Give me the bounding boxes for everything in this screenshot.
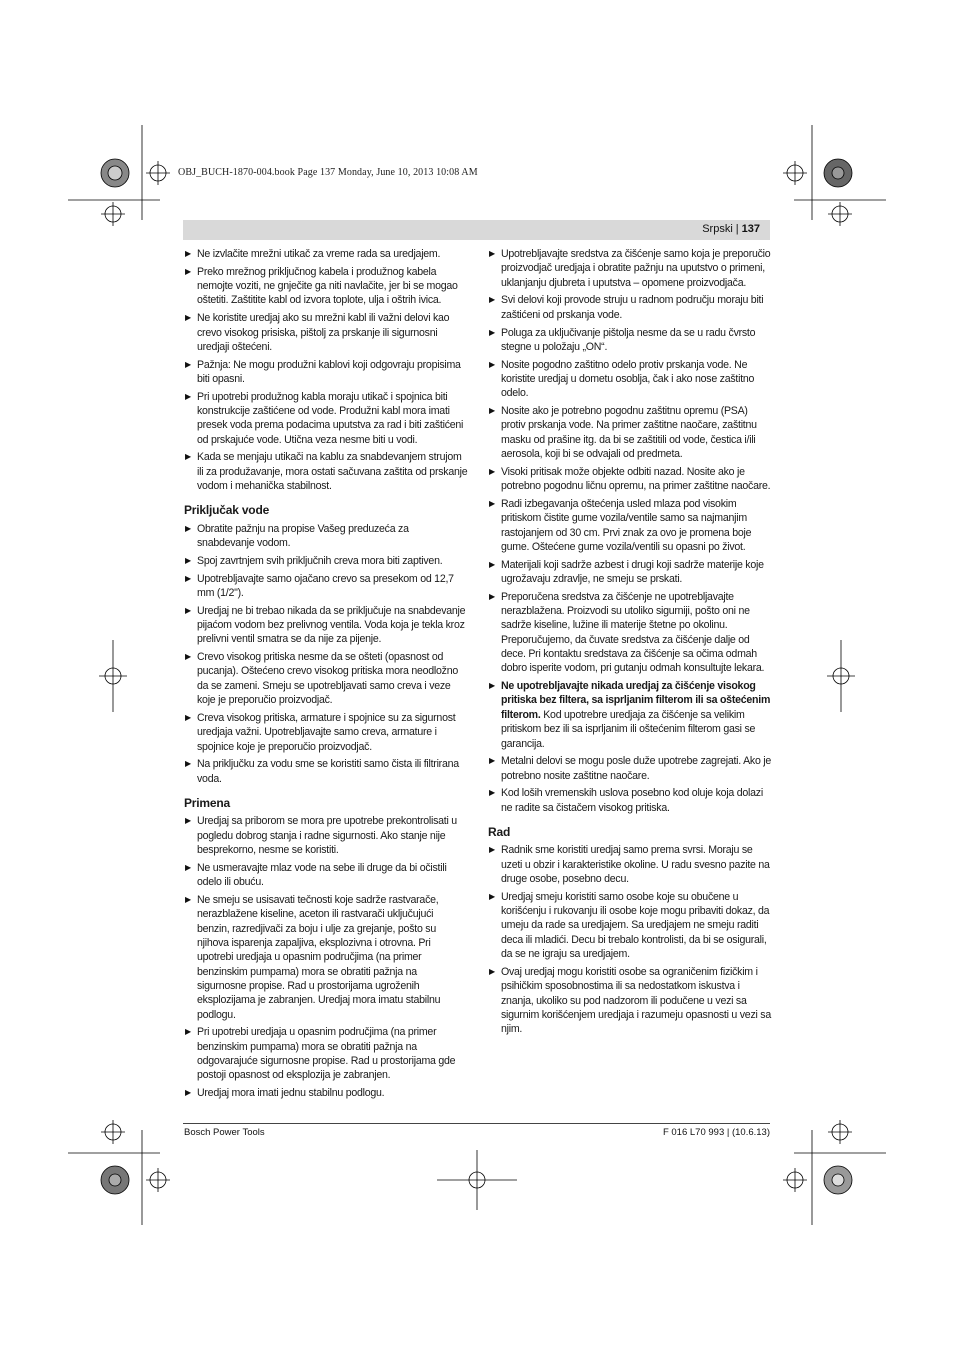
list-item: ▶ Obratite pažnju na propise Vašeg preduzeća za snabdevanje vodom. [185, 522, 409, 550]
list-item: ▶ Nosite ako je potrebno pogodnu zaštitnu opremu (PSA) protiv prskanja vode. Na primer zaštitne naočare, zaštitnu masku od prašine itg. da bi se zaštitili od vode, čestica i/ili aerosola, koji bi se odvajali od predmeta. [489, 405, 757, 461]
bullet-triangle-icon: ▶ [489, 591, 495, 601]
bullet-triangle-icon: ▶ [185, 1027, 191, 1037]
list-item: ▶ Ovaj uredjaj mogu koristiti osobe sa ograničenim fizičkim i psihičkim sposobnostima ili sa nedostatkom iskustva i znanja, ukoliko su pod nadzorom ili podučene u vezi sa sigurnim korišćenjem uredjaja i razumeju opasnosti u vezi sa njim. [489, 965, 771, 1036]
print-info: OBJ_BUCH-1870-004.book Page 137 Monday, June 10, 2013 10:08 AM [178, 167, 478, 178]
bullet-triangle-icon: ▶ [185, 652, 191, 662]
list-item: ▶ Visoki pritisak može objekte odbiti nazad. Nosite ako je potrebno pogodnu ličnu opremu, na primer zaštitne naočare. [489, 465, 771, 493]
footer-doc-code: F 016 L70 993 | (10.6.13) [662, 1127, 770, 1138]
list-item: ▶ Pri upotrebi produžnog kabla moraju utikač i spojnica biti konstrukcije zaštićene od vode. Produžni kabl mora imati presek voda prema podacima uputstva za rad i biti zaštićeni od prskajuće vode. Utična veza nesme biti u vodi. [185, 390, 464, 446]
list-item: ▶ Ne usmeravajte mlaz vode na sebe ili druge da bi očistili odelo ili obuću. [185, 861, 447, 889]
header-text: Srpski | 137 [702, 223, 760, 235]
list-item: ▶ Radi izbegavanja oštećenja usled mlaza pod visokim pritiskom čistite gume vozila/ventile samo sa najmanjim rastojanjem od 30 cm. Prvi znak za ovo je promena boje gume. Oštećene gume vozila/ventili su opasni po život. [489, 497, 752, 553]
section-heading-work: Rad [488, 825, 511, 840]
list-item: ▶ Preko mrežnog priključnog kabela i produžnog kabela nemojte voziti, ne gnječite ga niti navlačite, jer bi se mogao oštetiti. Zaštitite kabl od izvora toplote, ulja i oštrih ivica. [185, 265, 458, 307]
list-item: ▶ Kod loših vremenskih uslova posebno kod oluje koja dolazi ne radite sa čistačem visokog pritiska. [489, 787, 763, 814]
page-number: 137 [741, 223, 760, 235]
header-language: Srpski [702, 223, 733, 235]
bullet-triangle-icon: ▶ [185, 523, 191, 533]
list-item: ▶ Upotrebljavajte sredstva za čišćenje samo koja je preporučio proizvodjač uredjaja i obratite pažnju na uputstvo o primeni, uklanjanju djubreta i uputstva – opomene proizvodjača. [489, 248, 771, 289]
list-item: ▶ Kada se menjaju utikači na kablu za snabdevanjem strujom ili za produžavanje, mora ostati sačuvana zaštita od prskanje vodom i mehanička stabilnost. [185, 451, 468, 493]
bullet-triangle-icon: ▶ [185, 573, 191, 583]
bullet-triangle-icon: ▶ [185, 266, 191, 276]
list-item: ▶ Crevo visokog pritiska nesme da se ošteti (opasnost od pucanja). Oštećeno crevo visokog pritiska mora neodložno da se zameni. Smeju se upotrebljavati samo creva i veze koje je preporučio proizvodjač. [185, 651, 458, 707]
list-item: ▶ Spoj zavrtnjem svih priključnih creva mora biti zaptiven. [185, 554, 443, 567]
bullet-triangle-icon: ▶ [185, 359, 191, 369]
section-heading-use: Primena [184, 795, 230, 810]
bullet-triangle-icon: ▶ [489, 845, 495, 855]
bullet-triangle-icon: ▶ [489, 788, 495, 798]
bullet-triangle-icon: ▶ [185, 555, 191, 565]
bullet-triangle-icon: ▶ [185, 862, 191, 872]
list-item: ▶ Uredjaj mora imati jednu stabilnu podlogu. [185, 1087, 385, 1100]
bullet-triangle-icon: ▶ [185, 759, 191, 769]
list-item: ▶ Uredjaj smeju koristiti samo osobe koje su obučene u korišćenju i rukovanju ili osobe koje mogu pribaviti dokaz, da umeju da rade sa uredjajem. Sa uredjajem ne smeju raditi deca ili mladići. Decu bi trebalo kontrolisti, da bi se osigurali, da se ne igraju sa uredjajem. [489, 890, 770, 961]
bullet-triangle-icon: ▶ [185, 313, 191, 323]
bullet-triangle-icon: ▶ [185, 712, 191, 722]
bullet-triangle-icon: ▶ [489, 406, 495, 415]
bullet-triangle-icon: ▶ [185, 1088, 191, 1098]
list-item: ▶ Uredjaj ne bi trebao nikada da se priključuje na snabdevanje pijaćom vodom bez prelivnog ventila. Voda koja je tekla kroz prelivni ventil smatra se da nije za pijenje. [185, 604, 466, 646]
right-column [488, 247, 772, 1040]
bullet-triangle-icon: ▶ [185, 452, 191, 462]
footer-divider [183, 1123, 770, 1124]
list-item: ▶ Upotrebljavajte samo ojačano crevo sa presekom od 12,7 mm (1/2"). [185, 572, 454, 599]
list-item: ▶ Metalni delovi se mogu posle duže upotrebe zagrejati. Ako je potrebno nosite zaštitne naočare. [489, 755, 772, 782]
footer-publisher: Bosch Power Tools [184, 1127, 265, 1138]
bullet-triangle-icon: ▶ [489, 466, 495, 476]
bullet-triangle-icon: ▶ [489, 681, 495, 691]
list-item: ▶ Radnik sme koristiti uredjaj samo prema svrsi. Moraju se uzeti u obzir i karakteristike okoline. U radu svesno pazite na druge osobe, posebno decu. [489, 844, 770, 886]
bullet-triangle-icon: ▶ [489, 327, 495, 337]
left-column [184, 247, 468, 1104]
bullet-triangle-icon: ▶ [489, 498, 495, 508]
list-item: ▶ Materijali koji sadrže azbest i drugi koji sadrže materije koje ugrožavaju zdravlje, ne smeju se prskati. [489, 558, 764, 585]
list-item: ▶ Pri upotrebi uredjaja u opasnim područjima (na primer benzinskim pumpama) mora se obratiti pažnja na odgovarajuće sigurnosne propise. Rad u prostorijama gde postoji opasnost od eksplozija je zabranjen. [185, 1026, 456, 1082]
bullet-triangle-icon: ▶ [489, 891, 495, 901]
bullet-triangle-icon: ▶ [185, 249, 191, 258]
bullet-triangle-icon: ▶ [185, 816, 191, 826]
list-item: ▶ Creva visokog pritiska, armature i spojnice su za sigurnost uredjaja važni. Upotrebljavajte samo creva, armature i spojnice koje je preporučio proizvodjač. [185, 711, 456, 753]
bullet-triangle-icon: ▶ [489, 966, 495, 976]
list-item: ▶ Poluga za uključivanje pištolja nesme da se u radu čvrsto stegne u položaju „ON“. [489, 326, 756, 353]
list-item: ▶ Na priključku za vodu sme se koristiti samo čista ili filtrirana voda. [185, 758, 459, 785]
bullet-triangle-icon: ▶ [489, 249, 495, 258]
bullet-triangle-icon: ▶ [489, 756, 495, 766]
list-item-filter-warning [488, 679, 772, 751]
filter-warning-bold: Ne upotrebljavajte nikada uredjaj za čišćenje visokog pritiska bez filtera, sa isprljanim filterom ili sa oštećenim filterom. [501, 680, 771, 721]
list-item: ▶ Preporučena sredstva za čišćenje ne upotrebljavajte nerazblažena. Proizvodi su utoliko sigurniji, pošto oni ne sadrže kiseline, lužine ili materije štetne po okolinu. Preporučujemo, da čuvate sredstva za čišćenje dalje od dece. Pri kontaktu sredstava za čišćenje sa očima odmah dobro isperite vodom, pri gutanju odmah konsultujte lekara. [489, 590, 765, 675]
bullet-triangle-icon: ▶ [185, 391, 191, 401]
list-item: ▶ Svi delovi koji provode struju u radnom području moraju biti zaštićeni od prskanja vode. [489, 294, 764, 321]
bullet-triangle-icon: ▶ [489, 295, 495, 305]
list-item: ▶ Nosite pogodno zaštitno odelo protiv prskanja vode. Ne koristite uredjaj u dometu osoblja, čak i ako nose zaštitno odelo. [489, 358, 755, 400]
list-item: ▶ Pažnja: Ne mogu produžni kablovi koji odgovraju propisima biti opasni. [185, 358, 461, 385]
list-item: ▶ Ne koristite uredjaj ako su mrežni kabl ili važni delovi kao crevo visokog prisiska, pištolj za prskanje ili sigurnosni uredjaji oštećeni. [185, 312, 450, 353]
list-item: ▶ Ne smeju se usisavati tečnosti koje sadrže rastvarače, nerazblažene kiseline, aceton ili rastvarači uključujući benzin, razredjivači za boju i ulje za grejanje, pošto su njihova isparenja zapaljiva, eksplozivna i otrovna. Pri upotrebi uredjaja u opasnim područjima (na primer benzinskim pumpama) mora se obratiti pažnja na sigurnosne propise. Rad u prostorijama ugroženih eksplozijama je zabranjen. Uredjaj mora imatu stabilnu podlogu. [185, 893, 441, 1021]
list-item: ▶ Ne izvlačite mrežni utikač za vreme rada sa uredjajem. [185, 248, 441, 260]
page-header [183, 220, 770, 240]
list-item: ▶ Uredjaj sa priborom se mora pre upotrebe prekontrolisati u pogledu dobrog stanja i radne sigurnosti. Ako stanje nije besprekorno, nesme se koristiti. [185, 815, 457, 857]
bullet-triangle-icon: ▶ [185, 894, 191, 904]
bullet-triangle-icon: ▶ [489, 559, 495, 569]
bullet-triangle-icon: ▶ [489, 359, 495, 369]
section-heading-water: Priključak vode [184, 503, 270, 518]
filter-warning-rest: Kod upotrebre uredjaja za čišćenje sa velikim pritiskom bez ili sa isprljanim ili oštećenim filterom gasi se garancija. [501, 708, 756, 750]
bullet-triangle-icon: ▶ [185, 605, 191, 615]
